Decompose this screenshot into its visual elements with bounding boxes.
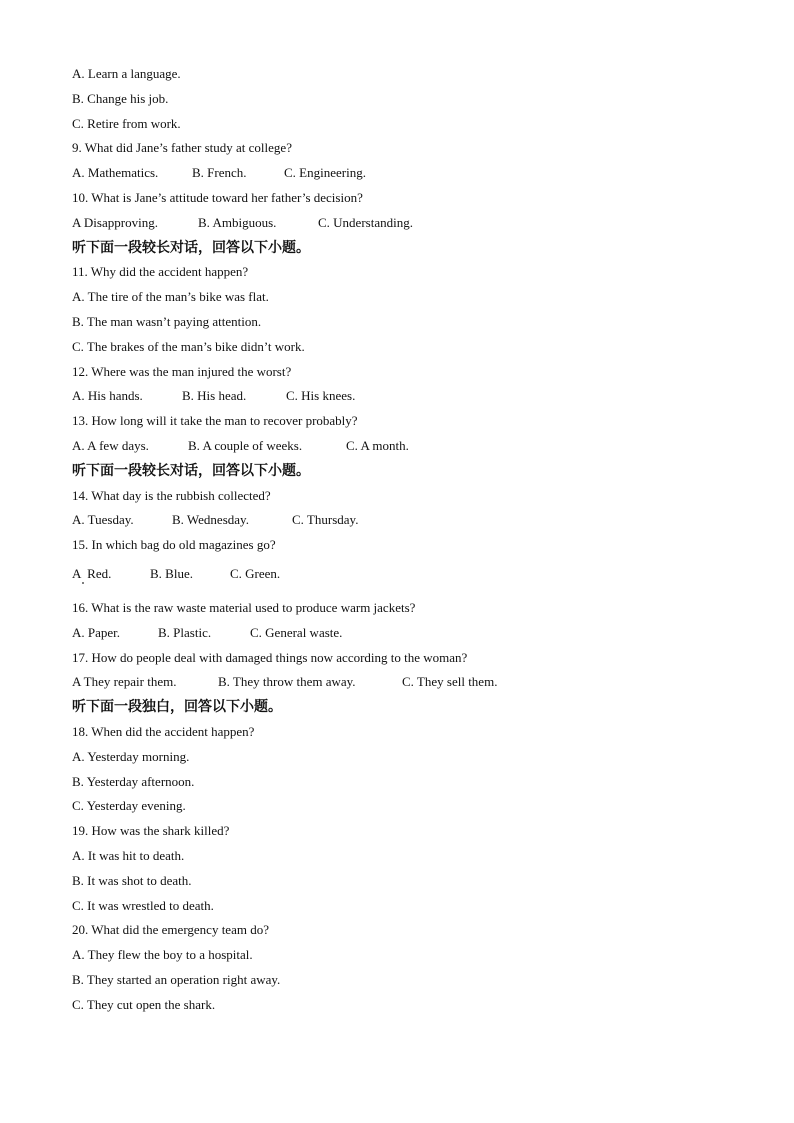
answer-option: C. A month.: [346, 437, 409, 453]
answer-option: C. Green.: [230, 565, 281, 581]
question-text: 11. Why did the accident happen?: [72, 264, 249, 280]
answer-option: C. Retire from work.: [72, 115, 181, 131]
answer-option: C. It was wrestled to death.: [72, 897, 214, 913]
answer-option: A. Mathematics.: [72, 165, 159, 181]
answer-option: C. Thursday.: [292, 512, 359, 528]
answer-option: C. General waste.: [250, 624, 343, 640]
answer-option: B. They throw them away.: [218, 674, 356, 690]
answer-option: B. They started an operation right away.: [72, 971, 281, 987]
answer-option: B. It was shot to death.: [72, 872, 192, 888]
answer-option: B. Wednesday.: [172, 512, 249, 528]
answer-option: B. Yesterday afternoon.: [72, 773, 195, 789]
question-text: 12. Where was the man injured the worst?: [72, 363, 292, 379]
question-text: 14. What day is the rubbish collected?: [72, 487, 271, 503]
answer-option: B. Blue.: [150, 565, 193, 581]
question-text: 9. What did Jane’s father study at college?: [72, 140, 292, 156]
question-text: 18. When did the accident happen?: [72, 723, 255, 739]
options-row: [72, 434, 732, 459]
answer-option: C. They sell them.: [402, 674, 498, 690]
answer-option: B. French.: [192, 165, 247, 181]
answer-option: C. His knees.: [286, 388, 356, 404]
section-heading: 听下面一段较长对话，回答以下小题。: [72, 239, 310, 256]
question-text: 17. How do people deal with damaged things now according to the woman?: [72, 649, 468, 665]
document-page: [72, 62, 732, 1017]
options-row: [72, 508, 732, 533]
options-row: [72, 161, 732, 186]
options-row: [72, 211, 732, 236]
stray-dot: [82, 582, 84, 584]
answer-option: C. The brakes of the man’s bike didn’t work.: [72, 338, 305, 354]
answer-option: A. It was hit to death.: [72, 847, 185, 863]
answer-option: B. His head.: [182, 388, 247, 404]
answer-option: A. Yesterday morning.: [72, 748, 190, 764]
answer-option: C. They cut open the shark.: [72, 996, 216, 1012]
section-heading: 听下面一段独白，回答以下小题。: [72, 699, 282, 716]
answer-option: B. Plastic.: [158, 624, 212, 640]
answer-option: C. Yesterday evening.: [72, 798, 186, 814]
options-row: [72, 558, 732, 596]
answer-option: A. Tuesday.: [72, 512, 134, 528]
answer-option: B. Change his job.: [72, 90, 169, 106]
answer-option: A. Learn a language.: [72, 66, 181, 81]
answer-option: B. Ambiguous.: [198, 214, 277, 230]
answer-option: A. A few days.: [72, 437, 149, 453]
answer-option: A. Paper.: [72, 624, 121, 640]
options-row: [72, 384, 732, 409]
answer-option: A. They flew the boy to a hospital.: [72, 947, 253, 963]
section-heading: 听下面一段较长对话，回答以下小题。: [72, 462, 310, 479]
answer-option: A They repair them.: [72, 674, 177, 690]
answer-option: C. Engineering.: [284, 165, 366, 181]
answer-option: A Red.: [72, 565, 112, 581]
answer-option: C. Understanding.: [318, 214, 413, 230]
answer-option: A Disapproving.: [72, 214, 158, 230]
question-text: 15. In which bag do old magazines go?: [72, 537, 276, 553]
question-text: 13. How long will it take the man to recover probably?: [72, 413, 358, 429]
question-text: 19. How was the shark killed?: [72, 823, 230, 839]
options-row: [72, 670, 732, 695]
answer-option: B. A couple of weeks.: [188, 437, 303, 453]
question-text: 10. What is Jane’s attitude toward her father’s decision?: [72, 189, 363, 205]
question-text: 20. What did the emergency team do?: [72, 922, 269, 938]
question-text: 16. What is the raw waste material used to produce warm jackets?: [72, 599, 416, 615]
answer-option: A. His hands.: [72, 388, 143, 404]
answer-option: A. The tire of the man’s bike was flat.: [72, 289, 269, 305]
options-row: [72, 621, 732, 646]
answer-option: B. The man wasn’t paying attention.: [72, 313, 262, 329]
